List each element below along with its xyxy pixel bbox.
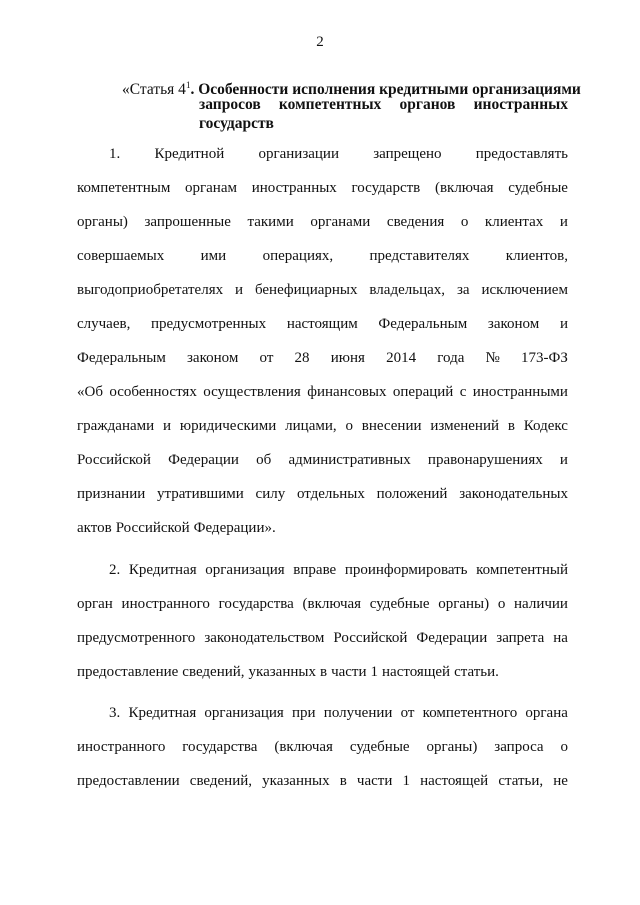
word: законом <box>487 316 540 332</box>
word: настоящей <box>420 773 489 789</box>
word: Федерации <box>416 630 488 646</box>
word: наличии <box>514 596 568 612</box>
word: административных <box>288 452 411 468</box>
word: организации <box>258 146 339 162</box>
paragraph-1-line <box>77 417 568 436</box>
word: органы) <box>77 214 128 230</box>
paragraph-3-line <box>77 772 568 791</box>
article-title-line-1: . Особенности исполнения кредитными организациями <box>190 81 581 98</box>
word: государств <box>351 180 421 196</box>
paragraph-1-line <box>77 349 568 368</box>
word: и <box>559 452 568 468</box>
word: Кодекс <box>523 418 568 434</box>
word: в <box>339 773 347 789</box>
word: «Об <box>77 384 103 400</box>
word: особенностях <box>109 384 197 400</box>
word: компетентный <box>476 562 568 578</box>
word: от <box>400 705 415 721</box>
word: такими <box>247 214 294 230</box>
paragraph-1-line <box>77 485 568 504</box>
word: в <box>507 418 515 434</box>
word: Кредитная <box>128 705 197 721</box>
word: сведений, <box>189 773 253 789</box>
word: о <box>345 418 353 434</box>
paragraph-1-line <box>77 451 568 470</box>
word: запрошенные <box>144 214 231 230</box>
word: предусмотренного <box>77 630 196 646</box>
word: Кредитная <box>128 562 197 578</box>
word: за <box>456 282 470 298</box>
word: случаев, <box>77 316 131 332</box>
word: компетентным <box>77 180 171 196</box>
word: бенефициарных <box>254 282 358 298</box>
word: предоставлении <box>77 773 180 789</box>
word: иностранными <box>472 384 568 400</box>
word: компетентного <box>422 705 518 721</box>
word: 173-ФЗ <box>521 350 568 366</box>
word: утратившими <box>157 486 244 502</box>
word: гражданами <box>77 418 155 434</box>
word: проинформировать <box>344 562 468 578</box>
word: № <box>485 350 500 366</box>
word: органа <box>525 705 568 721</box>
word: клиентов, <box>505 248 568 264</box>
paragraph-1-line <box>77 383 568 402</box>
word: государства <box>218 596 294 612</box>
word: и <box>163 418 172 434</box>
paragraph-2-line <box>77 663 568 682</box>
word: актов <box>77 520 112 536</box>
word: признании <box>77 486 146 502</box>
word: операций <box>392 384 454 400</box>
word: о <box>460 214 469 230</box>
word: части <box>331 664 367 680</box>
word: Федеральным <box>77 350 166 366</box>
word: лицами, <box>285 418 337 434</box>
word: 1 <box>370 664 379 680</box>
word: запрета <box>496 630 545 646</box>
word: государства <box>182 739 258 755</box>
word: предусмотренных <box>151 316 267 332</box>
word: Федерации <box>168 452 239 468</box>
word: осуществления <box>203 384 301 400</box>
word: сведений, <box>182 664 245 680</box>
word: (включая <box>302 596 362 612</box>
word: предоставлять <box>475 146 568 162</box>
word: совершаемых <box>77 248 165 264</box>
word: на <box>553 630 568 646</box>
paragraph-3-line <box>77 738 568 757</box>
word: и <box>559 316 568 332</box>
word: законодательством <box>204 630 325 646</box>
word: органы) <box>438 596 490 612</box>
word: положений <box>376 486 448 502</box>
word: при <box>292 705 316 721</box>
article-title-line-3: государств <box>199 115 274 132</box>
page-number: 2 <box>316 34 324 50</box>
word: правонарушениях <box>427 452 543 468</box>
word: организация <box>205 562 285 578</box>
word: финансовых <box>307 384 387 400</box>
word: законом <box>187 350 239 366</box>
word: органами <box>310 214 371 230</box>
word: от <box>259 350 274 366</box>
word: указанных <box>248 664 316 680</box>
word: 1. <box>109 146 121 162</box>
word: выгодоприобретателях <box>77 282 224 298</box>
word: Российской <box>333 630 408 646</box>
word: 1 <box>402 773 410 789</box>
paragraph-2-line <box>109 561 568 580</box>
word: (включая <box>274 739 333 755</box>
word: судебные <box>508 180 568 196</box>
word: настоящей <box>382 664 451 680</box>
word: года <box>437 350 465 366</box>
word: операциях, <box>262 248 334 264</box>
word: получении <box>323 705 393 721</box>
word: запроса <box>494 739 544 755</box>
word: сведения <box>386 214 445 230</box>
word: указанных <box>262 773 330 789</box>
word: органам <box>185 180 237 196</box>
word: Федеральным <box>378 316 468 332</box>
word: организация <box>204 705 284 721</box>
word: статьи. <box>454 664 499 680</box>
word: клиентах <box>484 214 544 230</box>
paragraph-1-line <box>77 213 568 232</box>
word: с <box>459 384 467 400</box>
word: 2. <box>109 562 121 578</box>
word: не <box>553 773 568 789</box>
word: о <box>560 739 568 755</box>
word: Кредитной <box>154 146 225 162</box>
word: юридическими <box>179 418 277 434</box>
word: и <box>559 214 568 230</box>
word: (включая <box>434 180 494 196</box>
word: исключением <box>481 282 568 298</box>
article-number: «Статья 4 <box>122 81 186 98</box>
word: иностранного <box>77 739 166 755</box>
word: изменений <box>430 418 500 434</box>
word: настоящим <box>286 316 358 332</box>
word: статьи, <box>498 773 544 789</box>
word: органы) <box>426 739 478 755</box>
article-title-line-2: запросов компетентных органов иностранных <box>199 96 568 113</box>
word: отдельных <box>296 486 365 502</box>
paragraph-1-line <box>109 145 568 164</box>
word: о <box>497 596 506 612</box>
paragraph-1-line <box>77 281 568 300</box>
word: Российской <box>77 452 151 468</box>
word: запрещено <box>373 146 442 162</box>
paragraph-1-line <box>77 315 568 334</box>
word: в <box>319 664 328 680</box>
word: июня <box>330 350 365 366</box>
word: владельцах, <box>369 282 446 298</box>
word: судебные <box>349 739 410 755</box>
paragraph-1-line <box>77 519 568 538</box>
paragraph-3-line <box>109 704 568 723</box>
word: и <box>235 282 244 298</box>
word: орган <box>77 596 113 612</box>
word: иностранных <box>251 180 337 196</box>
word: внесении <box>361 418 422 434</box>
paragraph-2-line <box>77 629 568 648</box>
word: вправе <box>293 562 337 578</box>
word: представителях <box>369 248 470 264</box>
word: 28 <box>294 350 310 366</box>
word: силу <box>255 486 286 502</box>
article-superscript: 1 <box>185 80 191 90</box>
word: иностранного <box>121 596 210 612</box>
paragraph-2-line <box>77 595 568 614</box>
paragraph-1-line <box>77 247 568 266</box>
word: части <box>356 773 393 789</box>
word: 3. <box>109 705 121 721</box>
word: 2014 <box>386 350 417 366</box>
word: Федерации». <box>193 520 276 536</box>
word: Российской <box>115 520 190 536</box>
word: законодательных <box>459 486 568 502</box>
word: ими <box>200 248 227 264</box>
paragraph-1-line <box>77 179 568 198</box>
word: об <box>256 452 272 468</box>
word: предоставление <box>77 664 179 680</box>
word: судебные <box>369 596 430 612</box>
